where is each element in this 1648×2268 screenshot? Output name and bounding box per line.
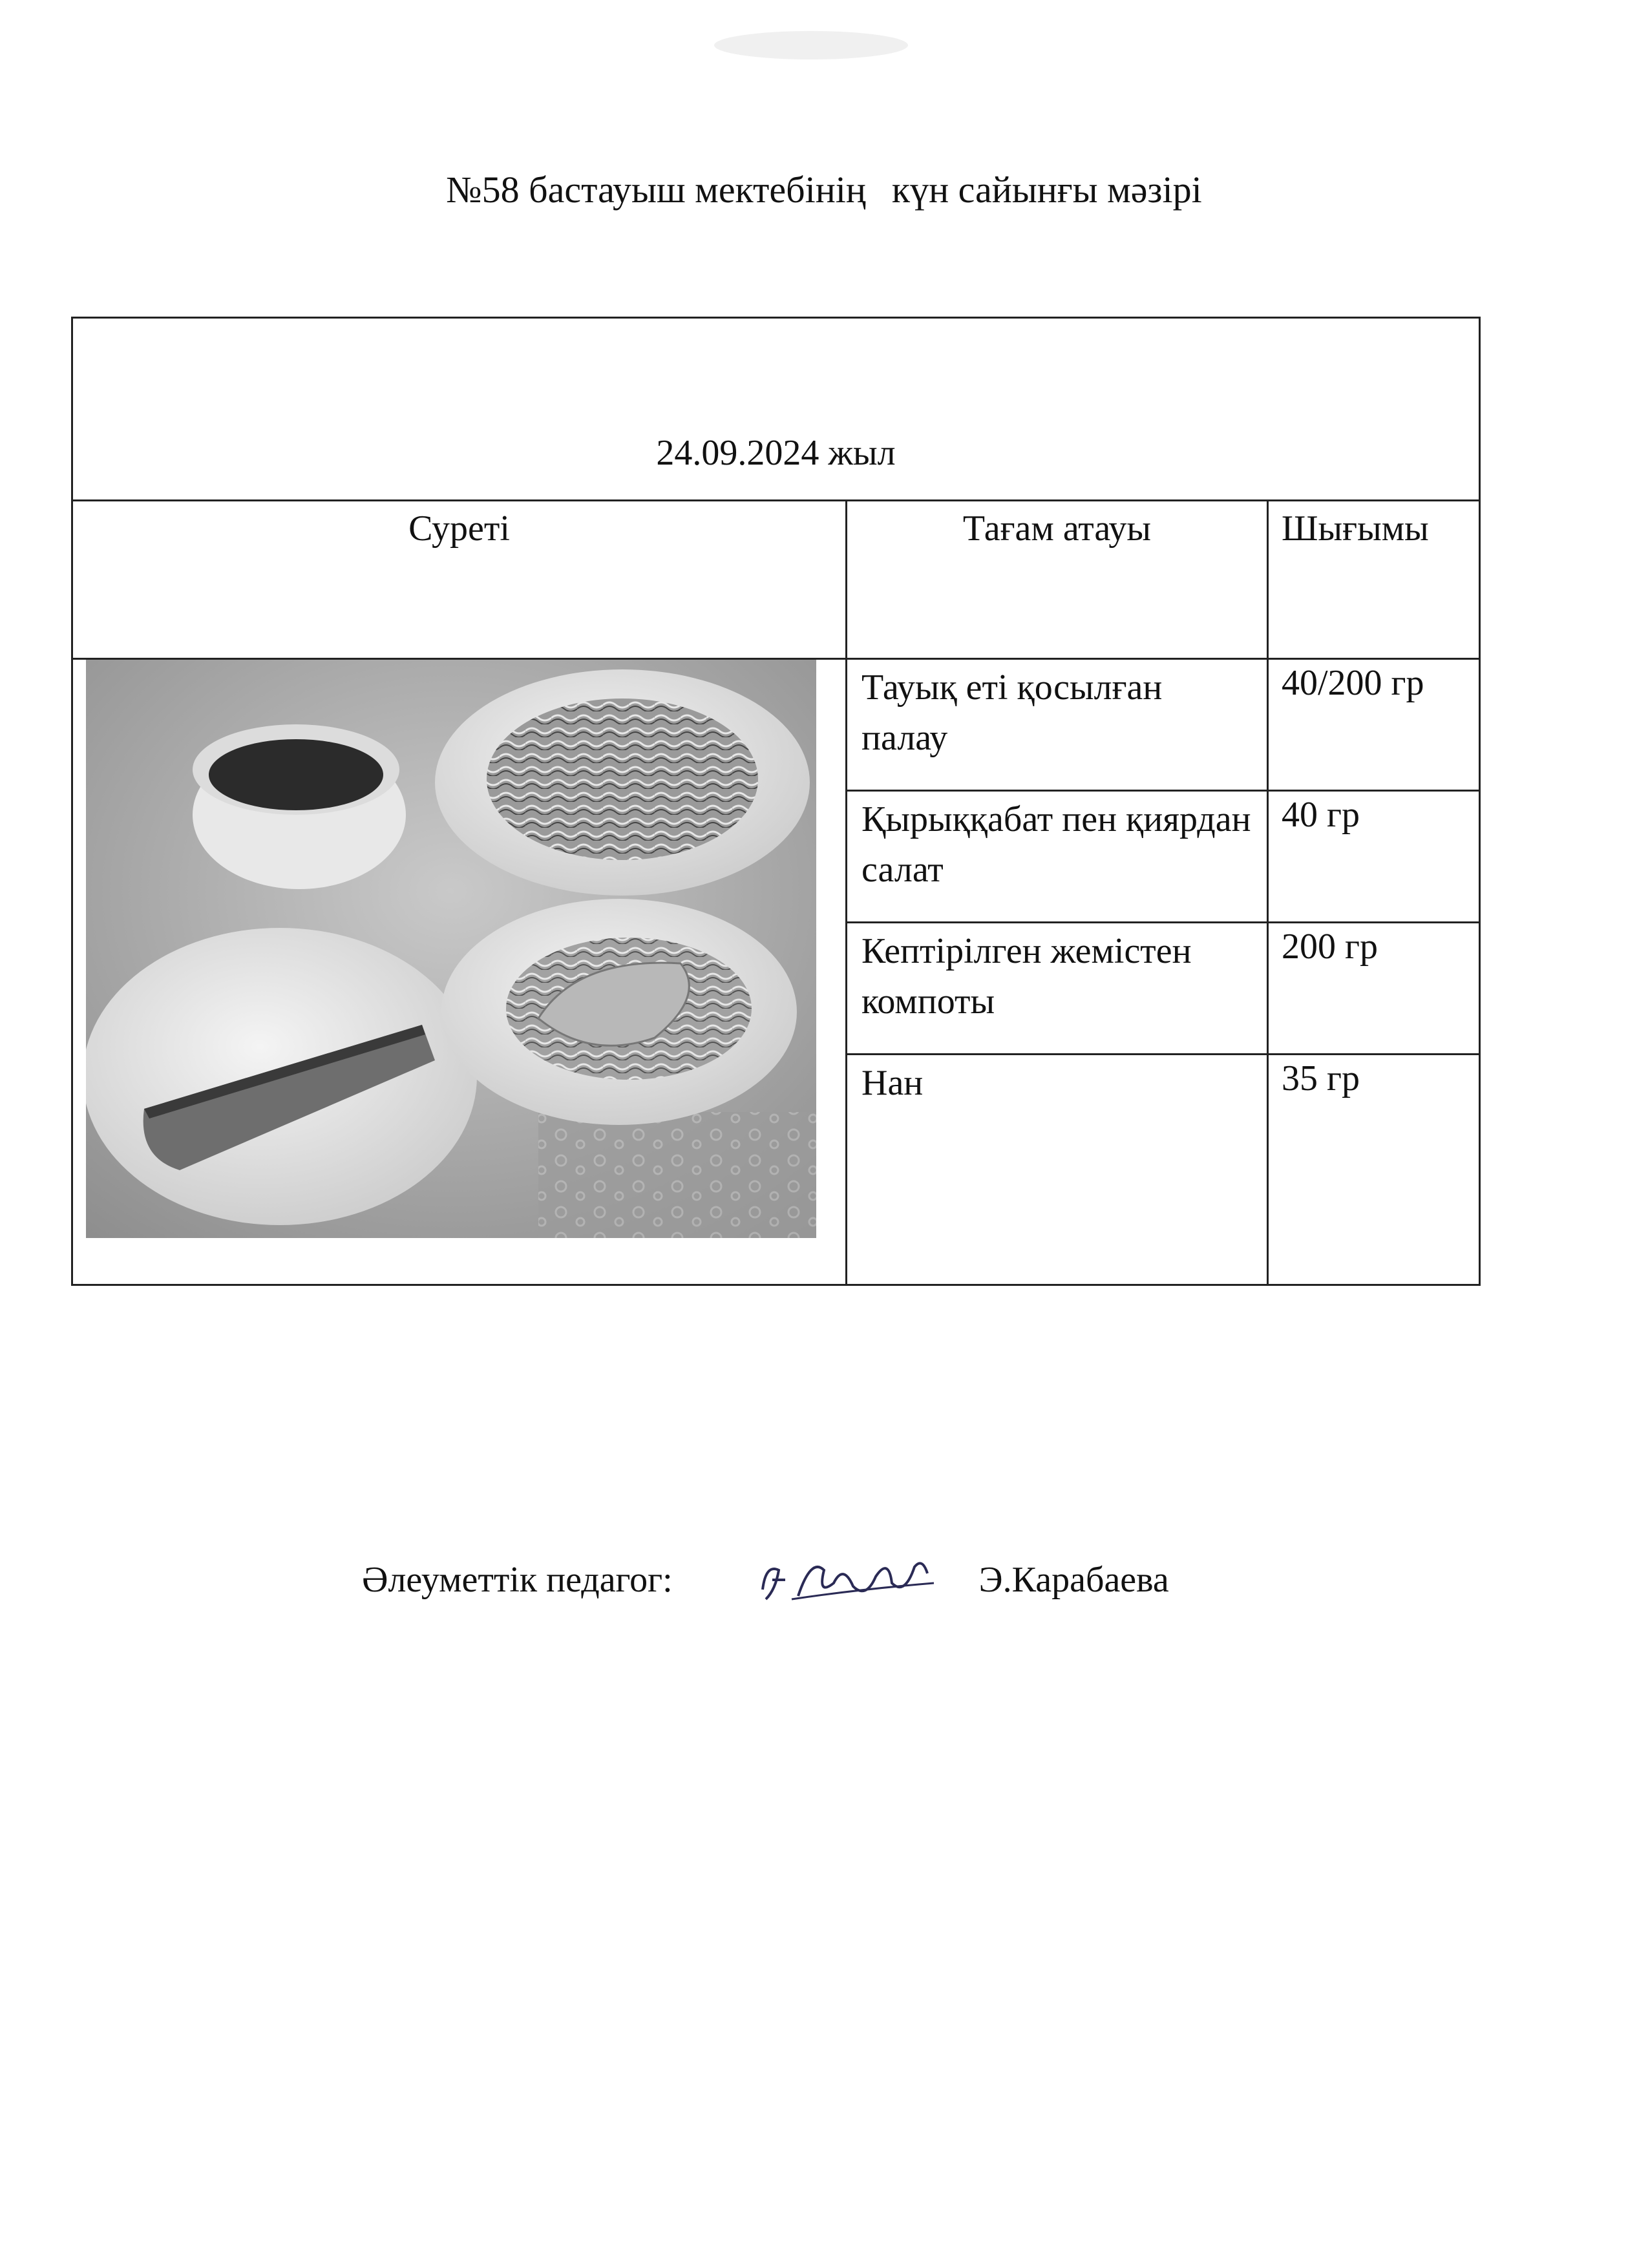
dish-name-3: Кептірілген жемістен компоты bbox=[847, 923, 1268, 1055]
dish-portion-1: 40/200 гр bbox=[1268, 659, 1480, 791]
date-cell: 24.09.2024 жыл bbox=[72, 318, 1480, 501]
dish-name-1: Тауық еті қосылған палау bbox=[847, 659, 1268, 791]
header-dish-name: Тағам атауы bbox=[847, 501, 1268, 659]
signer-name: Э.Карабаева bbox=[978, 1560, 1169, 1600]
menu-table bbox=[71, 317, 1481, 1286]
date-row bbox=[72, 318, 1480, 501]
handwritten-signature bbox=[753, 1544, 947, 1615]
header-photo: Суреті bbox=[72, 501, 847, 659]
title-part-1: №58 бастауыш мектебінің bbox=[446, 169, 866, 211]
scan-smudge bbox=[704, 19, 918, 71]
dish-portion-4: 35 гр bbox=[1268, 1055, 1480, 1285]
header-portion: Шығымы bbox=[1268, 501, 1480, 659]
header-row bbox=[72, 501, 1480, 659]
table-row bbox=[72, 659, 1480, 791]
dish-portion-2: 40 гр bbox=[1268, 791, 1480, 923]
signature-line bbox=[362, 1544, 1169, 1615]
page-title bbox=[0, 168, 1648, 211]
title-part-2: күн сайынғы мәзірі bbox=[891, 169, 1202, 211]
dish-portion-3: 200 гр bbox=[1268, 923, 1480, 1055]
meal-photo bbox=[86, 660, 816, 1238]
dish-name-2: Қырыққабат пен қиярдан салат bbox=[847, 791, 1268, 923]
signer-role: Әлеуметтік педагог: bbox=[362, 1560, 673, 1600]
meal-photo-cell bbox=[72, 659, 847, 1285]
dish-name-4: Нан bbox=[847, 1055, 1268, 1285]
